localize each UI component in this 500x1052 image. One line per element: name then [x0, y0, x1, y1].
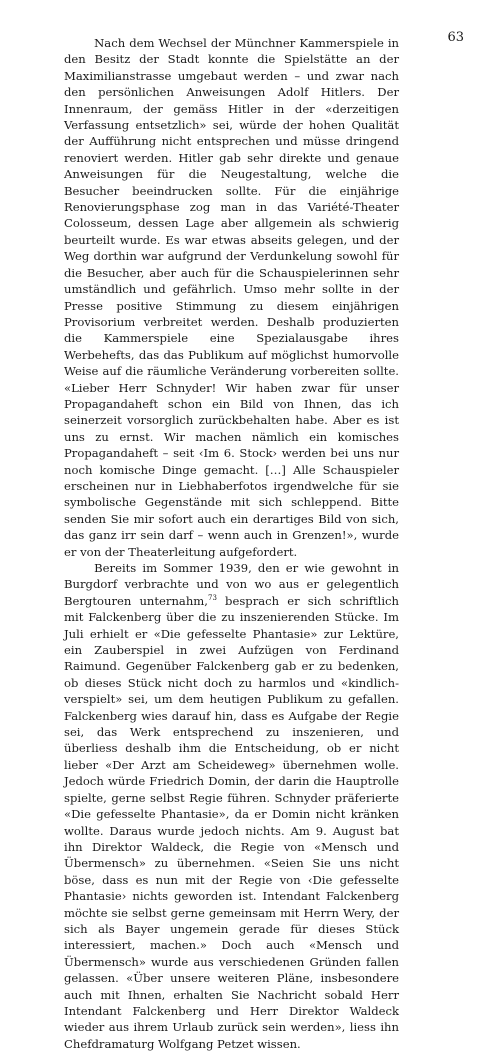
- paragraph-text: besprach er sich schriftlich mit Falckenberg über die zu inszenierenden Stücke. Im Juli erhielt er «Die gefesselte Phantasie» zur Lektüre, ein Zauberspiel in zwei Aufzügen von Ferdinand Raimund. Gegenüber Falckenberg gab er zu bedenken, ob dieses Stück nicht doch zu harmlos und «kindlich-verspielt» sei, um dem heutigen Publikum zu gefallen. Falckenberg wies darauf hin, dass es Aufgabe der Regie sei, das Werk entsprechend zu inszenieren, und überliess deshalb ihm die Entscheidung, ob er nicht lieber «Der Arzt am Scheideweg» übernehmen wolle. Jedoch würde Friedrich Domin, der darin die Hauptrolle spielte, gerne selbst Regie führen. Schnyder präferierte «Die gefesselte Phantasie», da er Domin nicht kränken wollte. Daraus wurde jedoch nichts. Am 9. August bat ihn Direktor Waldeck, die Regie von «Mensch und Übermensch» zu übernehmen. «Seien Sie uns nicht böse, dass es nun mit der Regie von ‹Die gefesselte Phantasie› nichts geworden ist. Intendant Falckenberg möchte sie selbst gerne gemeinsam mit Herrn Wery, der sich als Bayer ungemein gerade für dieses Stück interessiert, machen.» Doch auch «Mensch und Übermensch» wurde aus verschiedenen Gründen fallen gelassen. «Über unsere weiteren Pläne, insbesondere auch mit Ihnen, erhalten Sie Nachricht sobald Herr Intendant Falckenberg und Herr Direktor Waldeck wieder aus ihrem Urlaub zurück sein werden», liess ihn Chefdramaturg Wolfgang Petzet wissen.: [64, 593, 399, 1051]
- body-text: [64, 35, 399, 1052]
- paragraph-text: Bereits im Sommer 1939, den er wie gewohnt in Burgdorf verbrachte und von wo aus er gelegentlich Bergtouren unternahm,: [64, 561, 399, 608]
- paragraph: [64, 560, 399, 1052]
- page-number: 63: [447, 30, 464, 45]
- paragraph: Nach dem Wechsel der Münchner Kammerspiele in den Besitz der Stadt konnte die Spielstätte an der Maximilianstrasse umgebaut werden – und zwar nach den persönlichen Anweisungen Adolf Hitlers. Der Innenraum, der gemäss Hitler in der «derzeitigen Verfassung entsetzlich» sei, würde der hohen Qualität der Aufführung nicht entsprechen und müsse dringend renoviert werden. Hitler gab sehr direkte und genaue Anweisungen für die Neugestaltung, welche die Besucher beeindrucken sollte. Für die einjährige Renovierungsphase zog man in das Variété-Theater Colosseum, dessen Lage aber allgemein als schwierig beurteilt wurde. Es war etwas abseits gelegen, und der Weg dorthin war aufgrund der Verdunkelung sowohl für die Besucher, aber auch für die Schauspielerinnen sehr umständlich und gefährlich. Umso mehr sollte in der Presse positive Stimmung zu diesem einjährigen Provisorium verbreitet werden. Deshalb produzierten die Kammerspiele eine Spezialausgabe ihres Werbehefts, das das Publikum auf möglichst humorvolle Weise auf die räumliche Veränderung vorbereiten sollte. «Lieber Herr Schnyder! Wir haben zwar für unser Propagandaheft schon ein Bild von Ihnen, das ich seinerzeit vorsorglich zurückbehalten habe. Aber es ist uns zu ernst. Wir machen nämlich ein komisches Propagandaheft – seit ‹Im 6. Stock› werden bei uns nur noch komische Dinge gemacht. […] Alle Schauspieler erscheinen nur in Liebhaberfotos irgendwelche für sie symbolische Gegenstände mit sich schleppend. Bitte senden Sie mir sofort auch ein derartiges Bild von sich, das ganz irr sein darf – wenn auch in Grenzen!», wurde er von der Theaterleitung aufgefordert.: [64, 36, 399, 559]
- footnote-reference[interactable]: 73: [207, 593, 217, 602]
